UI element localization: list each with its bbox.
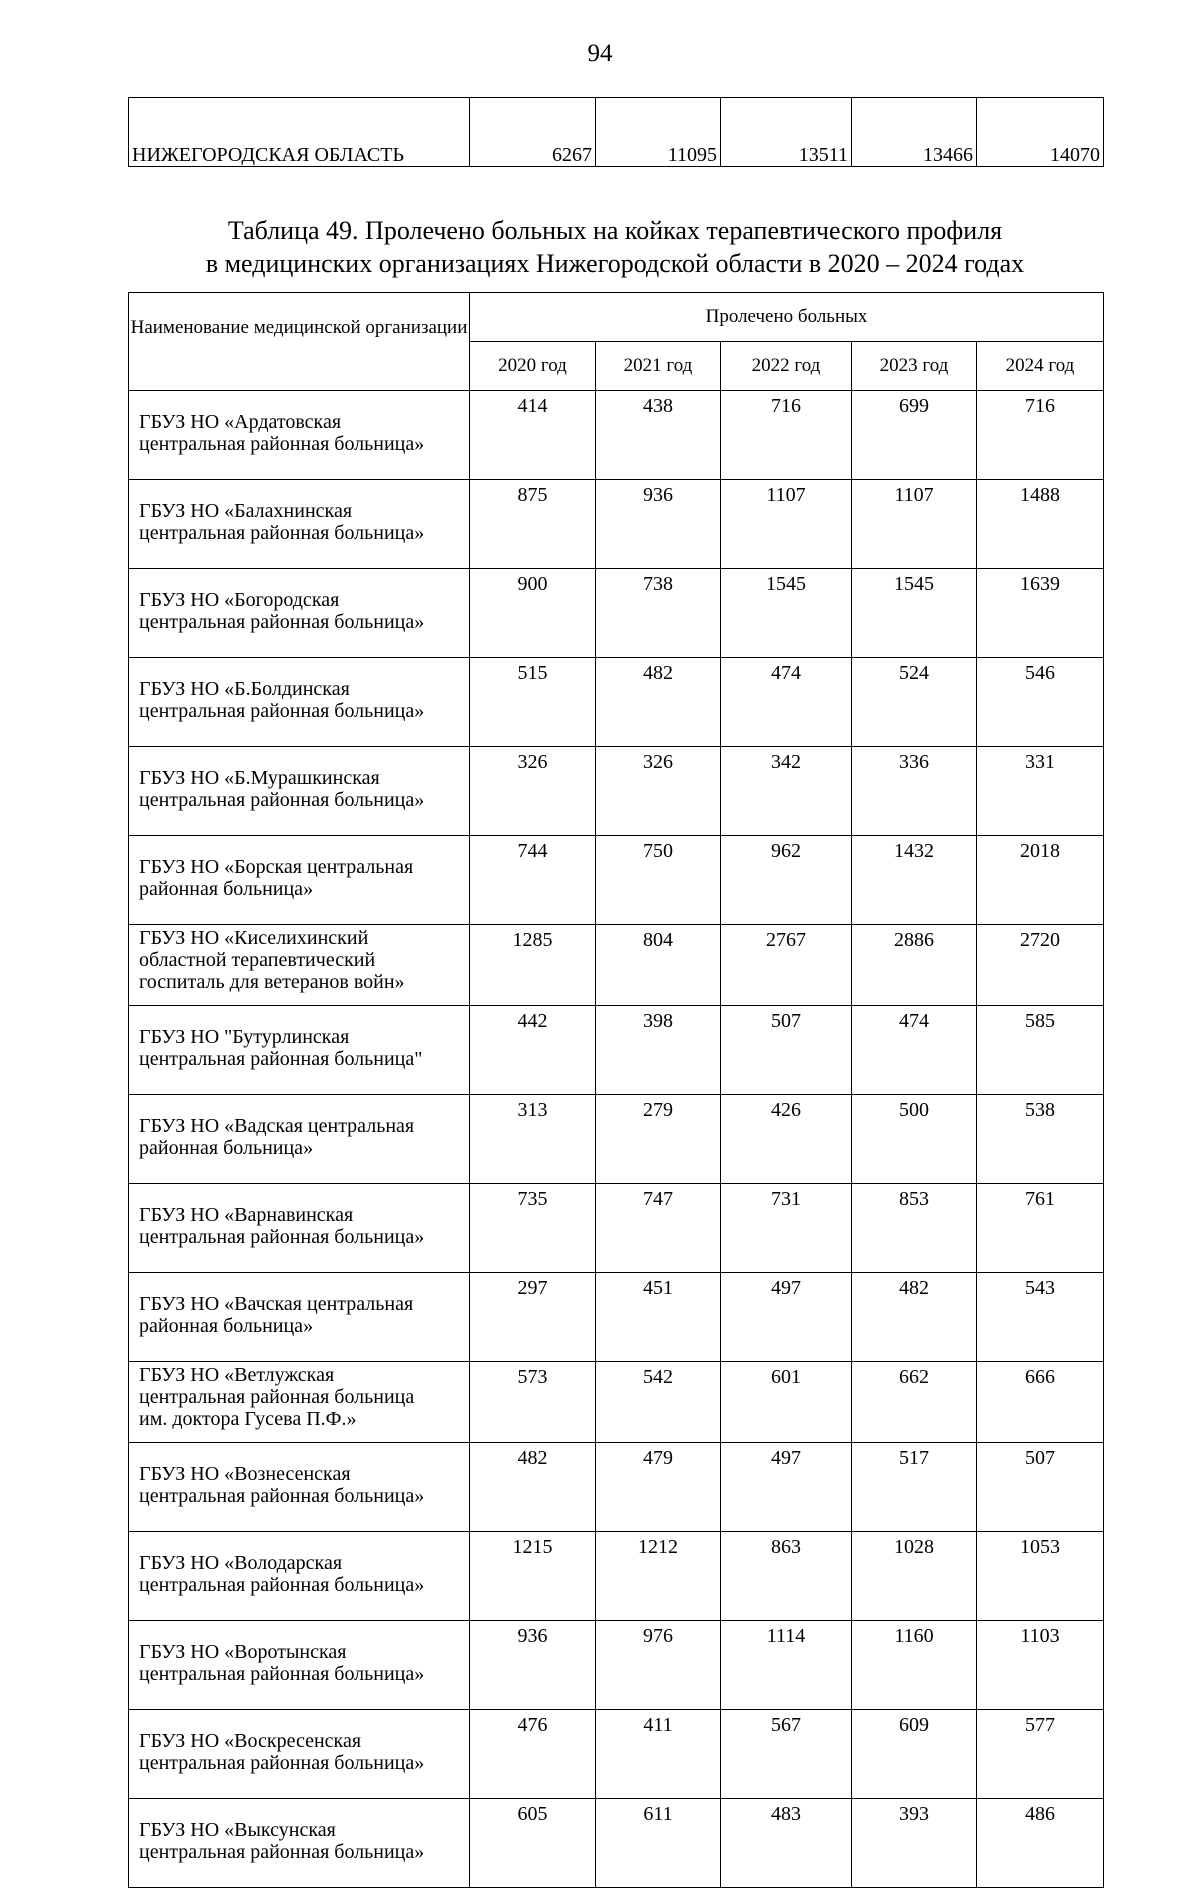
organization-name-line: ГБУЗ НО «Вадская центральная (139, 1115, 415, 1137)
patient-count-cell: 804 (596, 925, 721, 1006)
organization-name-line: центральная районная больница» (139, 700, 425, 722)
patient-count-cell: 515 (470, 658, 596, 747)
patient-count-cell: 735 (470, 1184, 596, 1273)
table-caption-line: Таблица 49. Пролечено больных на койках терапевтического профиля (227, 216, 1003, 245)
organization-name-line: центральная районная больница» (139, 1574, 425, 1596)
patient-count-cell: 1432 (852, 836, 977, 925)
organization-name-line: ГБУЗ НО «Вачская центральная (139, 1293, 414, 1315)
patient-count-cell: 497 (721, 1273, 852, 1362)
patient-count-cell: 747 (596, 1184, 721, 1273)
organization-name-line: госпиталь для ветеранов войн» (139, 971, 405, 993)
organization-name (129, 1184, 470, 1273)
patient-count-cell: 482 (470, 1443, 596, 1532)
patient-count-cell: 398 (596, 1006, 721, 1095)
organization-name (129, 1095, 470, 1184)
table-row (129, 1532, 1104, 1621)
patient-count-cell: 1285 (470, 925, 596, 1006)
organization-name-line: районная больница» (139, 878, 314, 900)
total-row (129, 98, 1104, 167)
year-header: 2021 год (596, 342, 721, 391)
patient-count-cell: 936 (596, 480, 721, 569)
year-header: 2022 год (721, 342, 852, 391)
patient-count-cell: 2018 (977, 836, 1104, 925)
organization-name-line: центральная районная больница» (139, 1485, 425, 1507)
table-caption (0, 214, 1200, 280)
organization-name (129, 1443, 470, 1532)
organization-name-line: ГБУЗ НО «Б.Мурашкинская (139, 767, 380, 789)
patient-count-cell: 863 (721, 1532, 852, 1621)
organization-name-line: ГБУЗ НО «Володарская (139, 1552, 343, 1574)
year-header: 2024 год (977, 342, 1104, 391)
patient-count-cell: 326 (596, 747, 721, 836)
patient-count-cell: 573 (470, 1362, 596, 1443)
patient-count-cell: 853 (852, 1184, 977, 1273)
patient-count-cell: 517 (852, 1443, 977, 1532)
table-row (129, 1184, 1104, 1273)
organization-name-line: ГБУЗ НО «Балахнинская (139, 500, 353, 522)
patient-count-cell: 438 (596, 391, 721, 480)
organization-name-line: центральная районная больница» (139, 433, 425, 455)
treated-patients-header: Пролечено больных (470, 293, 1104, 342)
patient-count-cell: 567 (721, 1710, 852, 1799)
name-column-header: Наименование медицинской организации (129, 293, 470, 391)
table-caption-line: в медицинских организациях Нижегородской области в 2020 – 2024 годах (205, 249, 1025, 278)
organization-name-line: областной терапевтический (139, 949, 376, 971)
patient-count-cell: 507 (721, 1006, 852, 1095)
patient-count-cell: 326 (470, 747, 596, 836)
organization-name-line: центральная районная больница» (139, 789, 425, 811)
organization-name-line: центральная районная больница (139, 1386, 415, 1408)
organization-name-line: ГБУЗ НО «Киселихинский (139, 927, 369, 949)
organization-name-line: ГБУЗ НО "Бутурлинская (139, 1026, 350, 1048)
year-header: 2023 год (852, 342, 977, 391)
patient-count-cell: 414 (470, 391, 596, 480)
patient-count-cell: 411 (596, 1710, 721, 1799)
patient-count-cell: 474 (721, 658, 852, 747)
organization-name-line: им. доктора Гусева П.Ф.» (139, 1408, 357, 1430)
patient-count-cell: 1545 (852, 569, 977, 658)
organization-name-line: ГБУЗ НО «Воротынская (139, 1641, 347, 1663)
total-row-value: 14070 (977, 98, 1104, 167)
organization-name (129, 569, 470, 658)
organization-name-line: центральная районная больница» (139, 1841, 425, 1863)
table-row (129, 1799, 1104, 1888)
organization-name-line: ГБУЗ НО «Б.Болдинская (139, 678, 350, 700)
table-row (129, 747, 1104, 836)
patient-count-cell: 609 (852, 1710, 977, 1799)
patient-count-cell: 500 (852, 1095, 977, 1184)
patient-count-cell: 716 (721, 391, 852, 480)
total-row-value: 13466 (852, 98, 977, 167)
patient-count-cell: 900 (470, 569, 596, 658)
patient-count-cell: 666 (977, 1362, 1104, 1443)
patient-count-cell: 1028 (852, 1532, 977, 1621)
patient-count-cell: 297 (470, 1273, 596, 1362)
organization-name-line: ГБУЗ НО «Богородская (139, 589, 340, 611)
organization-name (129, 1710, 470, 1799)
table-row (129, 1710, 1104, 1799)
patient-count-cell: 313 (470, 1095, 596, 1184)
table-body (129, 391, 1104, 1888)
patient-count-cell: 611 (596, 1799, 721, 1888)
patient-count-cell: 1212 (596, 1532, 721, 1621)
previous-table-continuation (128, 97, 1104, 167)
patient-count-cell: 1488 (977, 480, 1104, 569)
organization-name (129, 391, 470, 480)
organization-name (129, 1362, 470, 1443)
total-row-value: 13511 (721, 98, 852, 167)
total-row-name: НИЖЕГОРОДСКАЯ ОБЛАСТЬ (129, 98, 470, 167)
patient-count-cell: 585 (977, 1006, 1104, 1095)
organization-name (129, 1006, 470, 1095)
organization-name-line: ГБУЗ НО «Выксунская (139, 1819, 336, 1841)
organization-name-line: центральная районная больница" (139, 1048, 423, 1070)
patient-count-cell: 546 (977, 658, 1104, 747)
patient-count-cell: 342 (721, 747, 852, 836)
patient-count-cell: 2720 (977, 925, 1104, 1006)
therapy-patients-table (128, 292, 1104, 1888)
patient-count-cell: 875 (470, 480, 596, 569)
table-row (129, 391, 1104, 480)
patient-count-cell: 2886 (852, 925, 977, 1006)
table-row (129, 1621, 1104, 1710)
patient-count-cell: 750 (596, 836, 721, 925)
patient-count-cell: 1639 (977, 569, 1104, 658)
patient-count-cell: 483 (721, 1799, 852, 1888)
patient-count-cell: 1107 (852, 480, 977, 569)
total-row-value: 11095 (596, 98, 721, 167)
patient-count-cell: 601 (721, 1362, 852, 1443)
patient-count-cell: 936 (470, 1621, 596, 1710)
patient-count-cell: 336 (852, 747, 977, 836)
patient-count-cell: 716 (977, 391, 1104, 480)
table-row (129, 1006, 1104, 1095)
patient-count-cell: 1053 (977, 1532, 1104, 1621)
patient-count-cell: 738 (596, 569, 721, 658)
table-row (129, 569, 1104, 658)
organization-name-line: районная больница» (139, 1315, 314, 1337)
patient-count-cell: 426 (721, 1095, 852, 1184)
table-row (129, 1443, 1104, 1532)
patient-count-cell: 486 (977, 1799, 1104, 1888)
patient-count-cell: 1160 (852, 1621, 977, 1710)
patient-count-cell: 577 (977, 1710, 1104, 1799)
table-row (129, 480, 1104, 569)
patient-count-cell: 1107 (721, 480, 852, 569)
patient-count-cell: 543 (977, 1273, 1104, 1362)
organization-name (129, 836, 470, 925)
organization-name-line: ГБУЗ НО «Ардатовская (139, 411, 342, 433)
organization-name (129, 1621, 470, 1710)
table-row (129, 1273, 1104, 1362)
patient-count-cell: 1545 (721, 569, 852, 658)
organization-name (129, 1532, 470, 1621)
patient-count-cell: 699 (852, 391, 977, 480)
organization-name-line: центральная районная больница» (139, 1663, 425, 1685)
patient-count-cell: 393 (852, 1799, 977, 1888)
organization-name-line: ГБУЗ НО «Варнавинская (139, 1204, 354, 1226)
organization-name (129, 925, 470, 1006)
patient-count-cell: 482 (852, 1273, 977, 1362)
organization-name-line: ГБУЗ НО «Борская центральная (139, 856, 414, 878)
header-row (129, 293, 1104, 342)
page-number: 94 (587, 40, 613, 67)
table-row (129, 1362, 1104, 1443)
table-row (129, 925, 1104, 1006)
patient-count-cell: 279 (596, 1095, 721, 1184)
patient-count-cell: 482 (596, 658, 721, 747)
patient-count-cell: 744 (470, 836, 596, 925)
patient-count-cell: 451 (596, 1273, 721, 1362)
patient-count-cell: 524 (852, 658, 977, 747)
table-row (129, 658, 1104, 747)
patient-count-cell: 761 (977, 1184, 1104, 1273)
patient-count-cell: 1114 (721, 1621, 852, 1710)
organization-name-line: ГБУЗ НО «Вознесенская (139, 1463, 351, 1485)
patient-count-cell: 962 (721, 836, 852, 925)
table-row (129, 836, 1104, 925)
patient-count-cell: 497 (721, 1443, 852, 1532)
patient-count-cell: 662 (852, 1362, 977, 1443)
organization-name-line: центральная районная больница» (139, 522, 425, 544)
organization-name-line: ГБУЗ НО «Ветлужская (139, 1364, 335, 1386)
organization-name-line: центральная районная больница» (139, 1752, 425, 1774)
patient-count-cell: 331 (977, 747, 1104, 836)
patient-count-cell: 1215 (470, 1532, 596, 1621)
organization-name-line: центральная районная больница» (139, 1226, 425, 1248)
patient-count-cell: 538 (977, 1095, 1104, 1184)
patient-count-cell: 976 (596, 1621, 721, 1710)
organization-name (129, 747, 470, 836)
organization-name-line: ГБУЗ НО «Воскресенская (139, 1730, 362, 1752)
patient-count-cell: 479 (596, 1443, 721, 1532)
patient-count-cell: 731 (721, 1184, 852, 1273)
patient-count-cell: 474 (852, 1006, 977, 1095)
organization-name (129, 1799, 470, 1888)
patient-count-cell: 442 (470, 1006, 596, 1095)
organization-name-line: центральная районная больница» (139, 611, 425, 633)
total-row-value: 6267 (470, 98, 596, 167)
organization-name-line: районная больница» (139, 1137, 314, 1159)
year-header: 2020 год (470, 342, 596, 391)
table-row (129, 1095, 1104, 1184)
patient-count-cell: 507 (977, 1443, 1104, 1532)
patient-count-cell: 1103 (977, 1621, 1104, 1710)
organization-name (129, 480, 470, 569)
organization-name (129, 658, 470, 747)
organization-name (129, 1273, 470, 1362)
patient-count-cell: 2767 (721, 925, 852, 1006)
patient-count-cell: 542 (596, 1362, 721, 1443)
patient-count-cell: 605 (470, 1799, 596, 1888)
patient-count-cell: 476 (470, 1710, 596, 1799)
